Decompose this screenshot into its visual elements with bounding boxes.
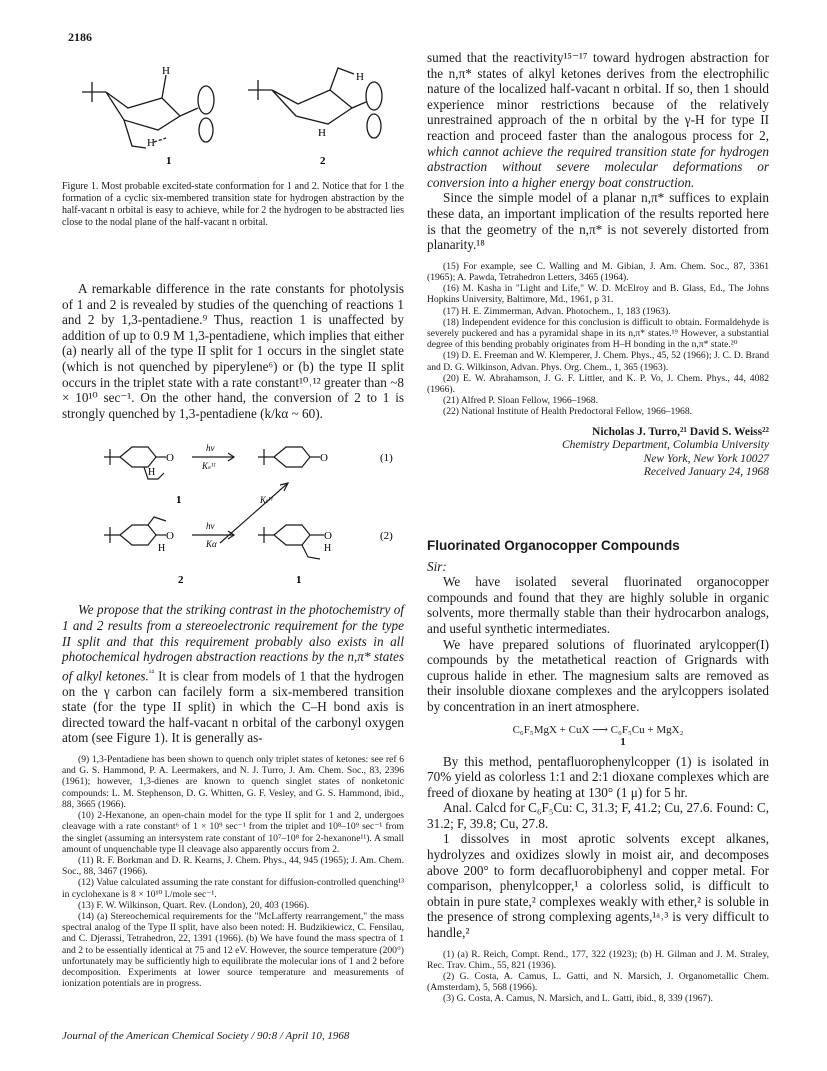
scheme-o-1: O	[166, 452, 174, 465]
footnote-22: (22) National Institute of Health Predoctoral Fellow, 1966–1968.	[443, 406, 693, 418]
department: Chemistry Department, Columbia University	[562, 439, 769, 452]
salutation: Sir:	[427, 558, 447, 574]
authors: Nicholas J. Turro,²¹ David S. Weiss²²	[592, 425, 769, 438]
scheme-o-2: O	[320, 452, 328, 465]
reaction-scheme	[62, 431, 404, 591]
scheme-hv-1: hν	[206, 443, 215, 454]
structure-2-label: 2	[320, 155, 326, 167]
footnote-17: (17) H. E. Zimmerman, Advan. Photochem., 1, 183 (1963).	[443, 305, 671, 317]
reaction-equation: C₆F₅MgX + CuX ⟶ C₆F₅Cu + MgX₂	[512, 723, 684, 736]
paragraph-reactivity	[427, 50, 769, 190]
proposal-italic: We propose that the striking contrast in the photochemistry of 1 and 2 results from a stereoelectronic requirement for the type II split and that this requirement probably also exists in all photochemical hydrogen abstraction reactions by the n,π* states of alkyl ketones.	[62, 602, 404, 684]
structure-1-h-top: H	[162, 65, 170, 77]
scheme-label-2: 2	[178, 574, 184, 587]
footnote-cu-2: (2) G. Costa, A. Camus, L. Gatti, and N. Marsich, J. Organometallic Chem. (Amsterdam), 5, 568 (1966).	[427, 971, 769, 994]
scheme-o-3: O	[166, 530, 174, 543]
scheme-eq-2: (2)	[380, 530, 393, 543]
reactivity-text: sumed that the reactivity¹⁵⁻¹⁷ toward hydrogen abstraction for the n,π* states of alkyl ketones derives from the electrophilic nature of the localized half-vacant n orbital. If so, then 1 should experience minor restrictions because of the relatively unrestrained approach of the n orbital by the γ-H for type II reaction and proceed faster than the analogous process for 2,	[427, 50, 769, 143]
city: New York, New York 10027	[643, 452, 769, 465]
structure-2-h-mid: H	[318, 127, 326, 139]
paragraph-proposal	[62, 602, 404, 746]
section-title: Fluorinated Organocopper Compounds	[427, 537, 680, 553]
paragraph-method: By this method, pentafluorophenylcopper (1) is isolated in 70% yield as colorless 1:1 and 2:1 dioxane complexes which are freed of dioxane by heating at 130° (1 μ) for 5 hr.	[427, 753, 769, 800]
structure-1-h-bottom: H	[147, 137, 155, 149]
received-date: Received January 24, 1968	[643, 466, 769, 479]
proposal-rest: It is clear from models of 1 that the hydrogen on the γ carbon can facilely form a six-membered transition state (for the type II split) in which the C–H bond axis is directed toward the half-vacant n orbital of the carbonyl oxygen atom (see Figure 1). It is generally as-	[62, 668, 404, 746]
footnote-cu-1: (1) (a) R. Reich, Compt. Rend., 177, 322 (1923); (b) H. Gilman and J. M. Straley, Rec. Trav. Chim., 55, 821 (1936).	[427, 948, 769, 971]
scheme-h-3: H	[324, 543, 332, 555]
paragraph-planarity: Since the simple model of a planar n,π* suffices to explain these data, an important implication of the results reported here is that the geometry of the n,π* is not severely distorted from planarity.¹⁸	[427, 190, 769, 253]
paragraph-quenching: A remarkable difference in the rate constants for photolysis of 1 and 2 is revealed by studies of the quenching of reactions 1 and 2 by 1,3-pentadiene.⁹ Thus, reaction 1 is unaffected by addition of up to 0.9 M 1,3-pentadiene, which implies that either (a) nearly all of the type II split for 1 occurs in the singlet state (which is not quenched by piperylene⁶) or (b) the type II split occurs in the triplet state with a rate constant¹⁰˒¹² greater than ~8 × 10¹⁰ sec⁻¹. On the other hand, the conversion of 2 to 1 is strongly quenched by 1,3-pentadiene (k/kα ~ 60).	[62, 281, 404, 421]
right-footnotes	[427, 261, 769, 418]
footnote-21: (21) Alfred P. Sloan Fellow, 1966–1968.	[443, 395, 599, 407]
paragraph-dissolves: 1 dissolves in most aprotic solvents except alkanes, hydrolyzes and oxidizes slowly in moist air, and decomposes above 200° to form decafluorobiphenyl and copper metal. For comparison, phenylcopper,¹ a colorless solid, is difficult to obtain in pure state,² complexes weakly with ether,² is soluble in the presence of strong complexing agents,¹ᵃ˒³ is very difficult to handle,²	[427, 831, 769, 941]
scheme-k-t: Kₜᴵᴵ	[260, 495, 273, 506]
scheme-h-2: H	[158, 543, 166, 555]
scheme-k-alpha: Kα	[206, 539, 217, 550]
left-column	[62, 50, 404, 989]
footnote-18: (18) Independent evidence for this conclusion is difficult to obtain. Formaldehyde is severely puckered and has a pyramidal shape in its n,π* states.¹⁹ However, a substantial degree of this bending probably originates from H–H bonding in the n,π* state.²⁰	[427, 316, 769, 351]
footnote-13: (13) F. W. Wilkinson, Quart. Rev. (London), 20, 403 (1966).	[78, 899, 310, 911]
proposal-ref: ¹⁴	[148, 667, 155, 677]
structure-2-h-top: H	[356, 71, 364, 83]
paragraph-prepared: We have prepared solutions of fluorinated arylcopper(I) compounds by the metathetical reaction of Grignards with cuprous halide in ether. The magnesium salts are removed as their insoluble dioxane complexes and the arylcoppers isolated by concentration in an inert atmosphere.	[427, 636, 769, 714]
left-footnotes	[62, 754, 404, 989]
reactivity-italic: which cannot achieve the required transition state for hydrogen abstraction without severe molecular deformations or conversion into a higher energy boat construction.	[427, 143, 769, 190]
footnote-15: (15) For example, see C. Walling and M. Gibian, J. Am. Chem. Soc., 87, 3361 (1965); A. Pawda, Tetrahedron Letters, 3465 (1964).	[427, 260, 769, 283]
footnote-16: (16) M. Kasha in "Light and Life," W. D. McElroy and B. Glass, Ed., The Johns Hopkins University, Baltimore, Md., 1961, p 31.	[427, 283, 769, 306]
paragraph-anal: Anal. Calcd for C₆F₅Cu: C, 31.3; F, 41.2; Cu, 27.6. Found: C, 31.2; F, 39.8; Cu, 27.8.	[427, 800, 769, 831]
footnote-9: (9) 1,3-Pentadiene has been shown to quench only triplet states of ketones: see ref 6 and G. S. Hammond, P. A. Leermakers, and N. J. Turro, J. Am. Chem. Soc., 83, 2396 (1961); however, 1,3-dienes are known to quench singlet states of nonketonic compounds: L. M. Stephenson, D. G. Whitten, G. F. Vesley, and G. S. Hammond, ibid., 88, 3665 (1966).	[62, 754, 404, 810]
footnote-14: (14) (a) Stereochemical requirements for the "McLafferty rearrangement," the mass spectral analog of the Type II split, have also been noted: H. Budzikiewicz, C. Fensilau, and C. Djerassi, Tetrahedron, 22, 1391 (1966). (b) We have found the mass spectra of 1 and 2 to be essentially identical at 75 and 12 eV. However, the source temperature (200°) unfortunately may be sufficiently high to equilibrate the molecular ions of 1 and 2 before decomposition. Experiments at lower source temperature and measurements of ionization potentials are in progress.	[62, 910, 404, 990]
footnote-12: (12) Value calculated assuming the rate constant for diffusion-controlled quenching¹³ in cyclohexane is 8 × 10¹⁰ l./mole sec⁻¹.	[62, 877, 404, 900]
figure-1-caption: Figure 1. Most probable excited-state conformation for 1 and 2. Notice that for 1 the formation of a cyclic six-membered transition state for hydrogen abstraction by the half-vacant n orbital is easy to achieve, while for 2 the hydrogen to be abstracted lies close to the nodal plane of the half-vacant n orbital.	[62, 181, 404, 228]
scheme-k-s-1: Kₛᴵᴵ	[202, 461, 216, 472]
scheme-label-1b: 1	[296, 574, 302, 587]
footnote-cu-3: (3) G. Costa, A. Camus, N. Marsich, and L. Gatti, ibid., 8, 339 (1967).	[443, 993, 713, 1005]
equation-label: 1	[620, 735, 626, 748]
footnote-19: (19) D. E. Freeman and W. Klemperer, J. Chem. Phys., 45, 52 (1966); J. C. D. Brand and D. G. Wilkinson, Advan. Phys. Org. Chem., 1, 365 (1963).	[427, 350, 769, 373]
right-footnotes-2	[427, 949, 769, 1005]
figure-1-structures	[62, 50, 404, 170]
signature-block	[427, 426, 769, 480]
scheme-eq-1: (1)	[380, 452, 393, 465]
footnote-20: (20) E. W. Abrahamson, J. G. F. Littler, and K. P. Vo, J. Chem. Phys., 44, 4082 (1966).	[427, 372, 769, 395]
scheme-o-4: O	[324, 530, 332, 543]
right-column	[427, 50, 769, 1005]
footnote-10: (10) 2-Hexanone, an open-chain model for the type II split for 1 and 2, undergoes cleavage with a rate constant⁶ of 1 × 10⁹ sec⁻¹ from the triplet and 10⁸–10⁹ sec⁻¹ from the singlet (assuming an intersystem rate constant of 10⁷–10⁸ for 2-hexanone¹¹). A small amount of unquenchable type II cleavage also apparently occurs from 2.	[62, 810, 404, 855]
footnote-11: (11) R. F. Borkman and D. R. Kearns, J. Chem. Phys., 44, 945 (1965); J. Am. Chem. Soc., 88, 3467 (1966).	[62, 854, 404, 878]
structure-1-label: 1	[166, 155, 172, 167]
page-number: 2186	[68, 30, 92, 44]
scheme-h-1: H	[148, 467, 156, 479]
scheme-label-1: 1	[176, 494, 182, 507]
paragraph-isolated: We have isolated several fluorinated organocopper compounds and found that they are highly soluble in organic solvents, more thermally stable than their hydrocarbon analogs, and useful synthetic intermediates.	[427, 574, 769, 636]
scheme-hv-2: hν	[206, 521, 215, 532]
journal-footer: Journal of the American Chemical Society / 90:8 / April 10, 1968	[62, 1030, 350, 1042]
